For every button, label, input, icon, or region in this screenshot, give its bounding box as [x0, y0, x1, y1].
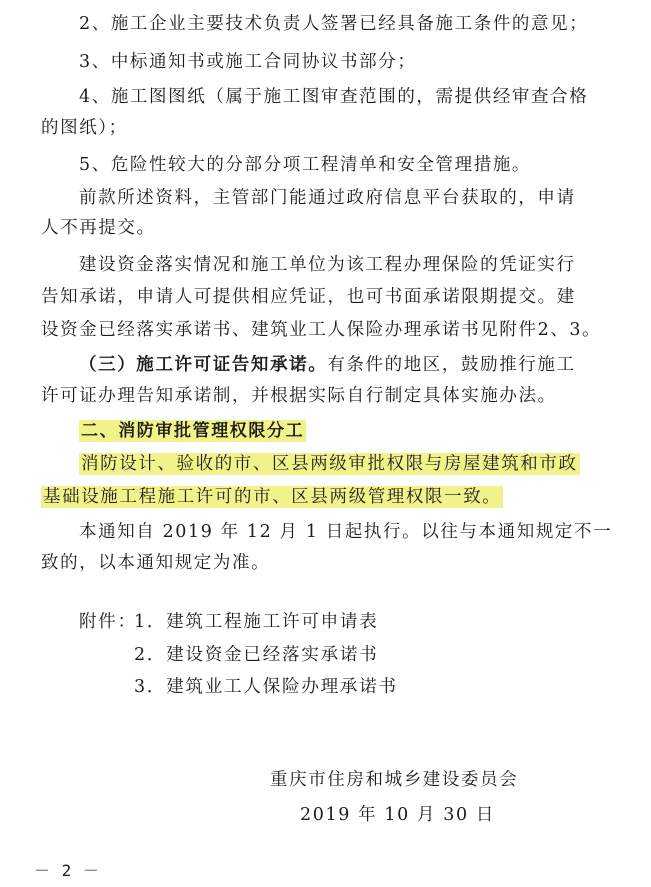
paragraph-line: 4、施工图图纸（属于施工图审查范围的，需提供经审查合格	[79, 87, 589, 107]
paragraph-line: 5、危险性较大的分部分项工程清单和安全管理措施。	[79, 155, 532, 175]
issue-date: 2019 年 10 月 30 日	[300, 805, 495, 825]
highlighted-text: 消防设计、验收的市、区县两级审批权限与房屋建筑和市政	[81, 454, 578, 474]
paragraph-line: 建设资金落实情况和施工单位为该工程办理保险的凭证实行	[79, 255, 576, 275]
paragraph-line: 本通知自 2019 年 12 月 1 日起执行。以往与本通知规定不一	[79, 522, 613, 542]
item-three-title: （三）施工许可证告知承诺。	[79, 355, 328, 375]
section-heading: 二、消防审批管理权限分工	[81, 421, 305, 441]
attachment-item: 1．建筑工程施工许可申请表	[134, 612, 379, 632]
section-heading-line	[79, 419, 306, 443]
attachment-item: 3．建筑业工人保险办理承诺书	[134, 677, 398, 697]
attachment-item: 2．建设资金已经落实承诺书	[134, 645, 379, 665]
page-number: － 2 －	[34, 861, 100, 880]
paragraph-line: 告知承诺，申请人可提供相应凭证，也可书面承诺限期提交。建	[41, 287, 576, 307]
attachments-label: 附件：	[79, 612, 137, 632]
paragraph-line: 人不再提交。	[41, 218, 156, 238]
paragraph-line: 2、施工企业主要技术负责人签署已经具备施工条件的意见；	[79, 14, 589, 34]
highlighted-text: 基础设施工程施工许可的市、区县两级管理权限一致。	[43, 487, 502, 507]
paragraph-line: 前款所述资料，主管部门能通过政府信息平台获取的，申请	[79, 188, 576, 208]
item-three-line	[79, 353, 576, 377]
issuer-name: 重庆市住房和城乡建设委员会	[270, 770, 519, 790]
highlighted-line	[41, 485, 503, 509]
paragraph-line: 设资金已经落实承诺书、建筑业工人保险办理承诺书见附件2、3。	[41, 320, 602, 340]
paragraph-line: 的图纸）；	[41, 118, 128, 138]
paragraph-line: 致的，以本通知规定为准。	[41, 553, 271, 573]
paragraph-line: 许可证办理告知承诺制，并根据实际自行制定具体实施办法。	[41, 386, 557, 406]
paragraph-line: 3、中标通知书或施工合同协议书部分；	[79, 52, 417, 72]
item-three-text: 有条件的地区，鼓励推行施工	[327, 355, 576, 375]
highlighted-line	[79, 452, 580, 476]
